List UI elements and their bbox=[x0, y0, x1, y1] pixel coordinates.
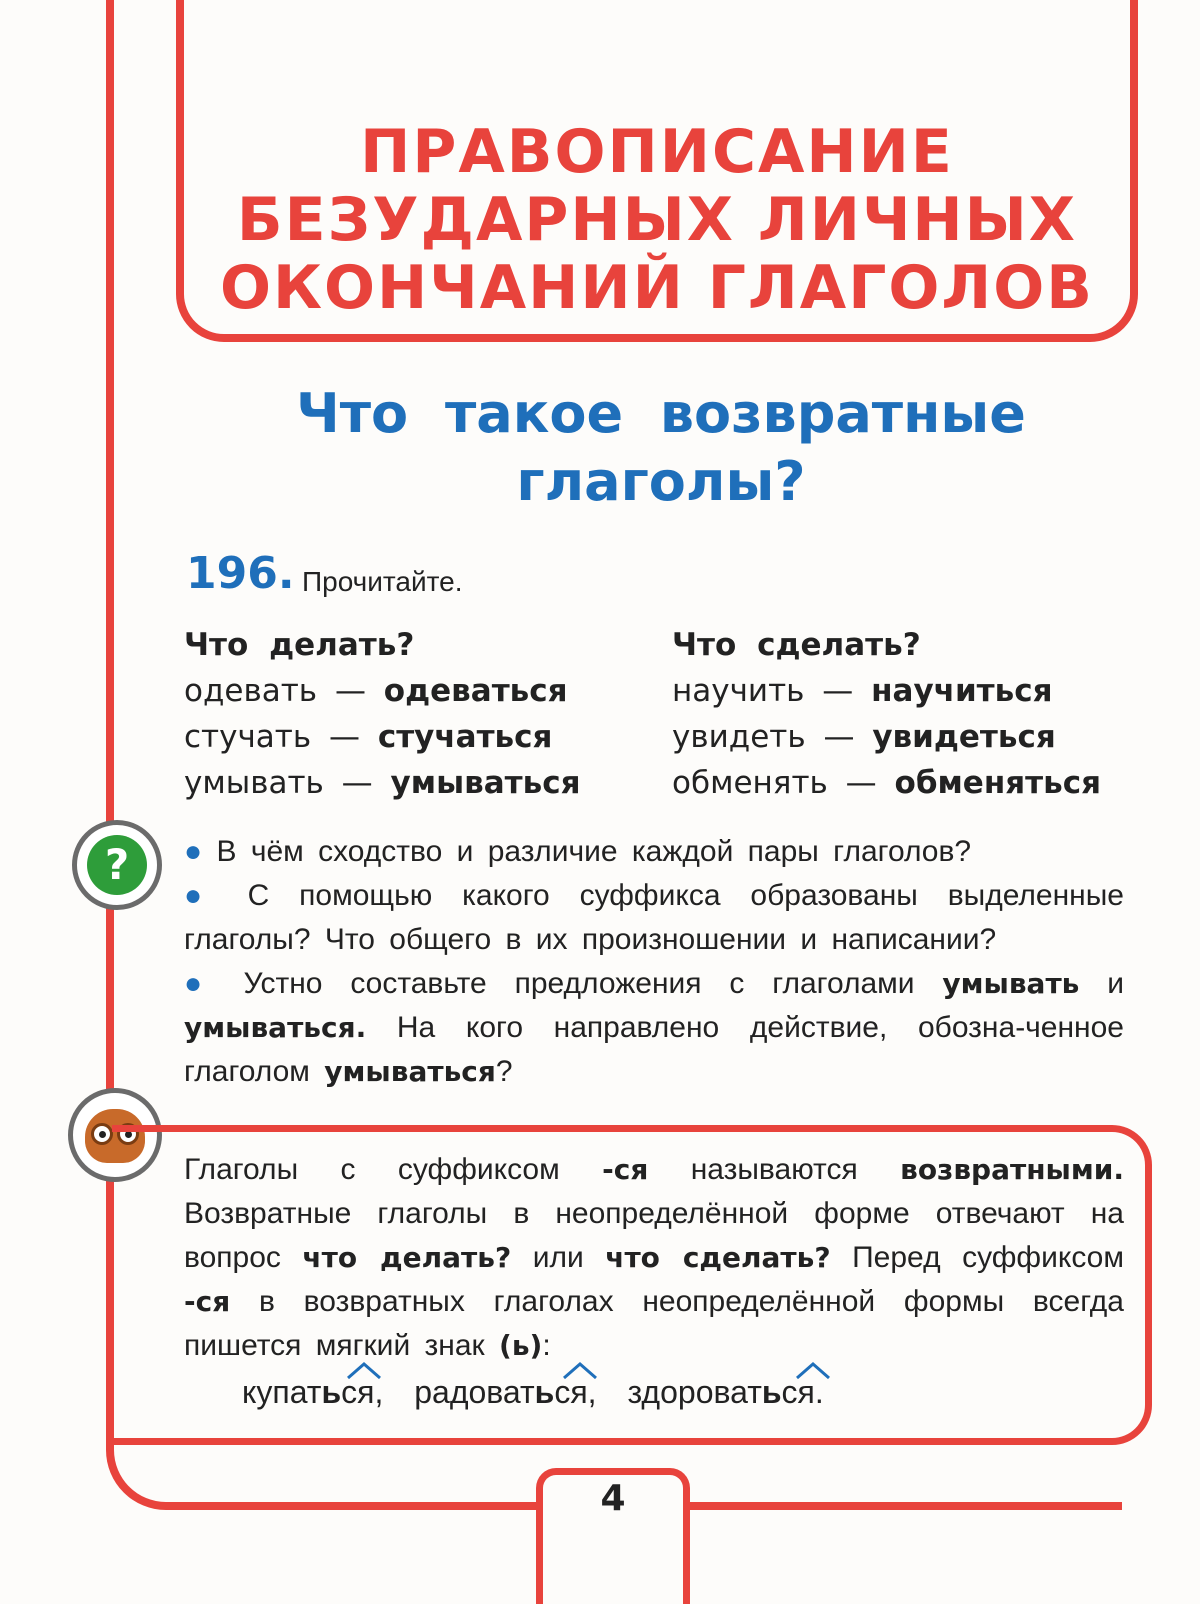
verb-pair bbox=[672, 668, 1101, 714]
verb-plain: одевать bbox=[184, 673, 318, 709]
exercise-instruction: Прочитайте. bbox=[302, 566, 463, 597]
verb-reflexive: научиться bbox=[871, 673, 1053, 709]
questions-block bbox=[184, 830, 1124, 1094]
verb-pair bbox=[672, 760, 1101, 806]
verb-reflexive: увидеться bbox=[872, 719, 1056, 755]
rule-text: Глаголы с суффиксом -ся называются возвратными. Возвратные глаголы в неопределённой форме отвечают на вопрос что делать? или что сделать? Перед суффиксом -ся в возвратных глаголах неопределённой формы всегда пишется мягкий знак (ь): bbox=[184, 1153, 1125, 1362]
suffix-arc-icon bbox=[344, 1360, 384, 1380]
verb-reflexive: умываться bbox=[390, 765, 581, 801]
verb-plain: умывать bbox=[184, 765, 324, 801]
dash: — bbox=[334, 673, 366, 709]
verb-reflexive: одеваться bbox=[383, 673, 568, 709]
bullet-icon: ● bbox=[184, 835, 203, 868]
rule-frame-top bbox=[150, 1125, 170, 1132]
bullet-icon: ● bbox=[184, 879, 218, 912]
bottom-line-right bbox=[690, 1502, 1122, 1510]
verb-reflexive: обменяться bbox=[894, 765, 1101, 801]
subtitle-line-2: глаголы? bbox=[516, 450, 806, 513]
verb-column-right bbox=[672, 622, 1101, 806]
verb-pair bbox=[184, 714, 581, 760]
suffix-mark: ся bbox=[341, 1374, 375, 1410]
verb-plain: обменять bbox=[672, 765, 828, 801]
dash: — bbox=[328, 719, 360, 755]
exercise-number: 196. bbox=[186, 548, 295, 599]
verb-plain: увидеть bbox=[672, 719, 806, 755]
dash: — bbox=[341, 765, 373, 801]
dash: — bbox=[822, 673, 854, 709]
suffix-mark: ся bbox=[554, 1374, 588, 1410]
lesson-subtitle bbox=[180, 380, 1142, 516]
title-line-3: ОКОНЧАНИЙ ГЛАГОЛОВ bbox=[219, 253, 1095, 323]
verb-reflexive: стучаться bbox=[377, 719, 553, 755]
question-1: ● В чём сходство и различие каждой пары глаголов? bbox=[184, 835, 972, 868]
bottom-line-left bbox=[180, 1502, 540, 1510]
page-title bbox=[176, 118, 1138, 322]
verb-plain: научить bbox=[672, 673, 805, 709]
suffix-arc-icon bbox=[793, 1360, 833, 1380]
page-number: 4 bbox=[600, 1478, 626, 1519]
verb-pair bbox=[672, 714, 1101, 760]
suffix-arc-icon bbox=[560, 1360, 600, 1380]
verb-pair bbox=[184, 760, 581, 806]
example-word: купаться, bbox=[242, 1374, 383, 1411]
suffix-mark: ся bbox=[781, 1374, 815, 1410]
question-3: ● Устно составьте предложения с глаголами умывать и умываться. На кого направлено действие, обозна-ченное глаголом умываться? bbox=[184, 967, 1124, 1088]
verb-plain: стучать bbox=[184, 719, 312, 755]
examples-line bbox=[242, 1374, 846, 1411]
title-line-1: ПРАВОПИСАНИЕ bbox=[360, 117, 954, 187]
owl-eye-left bbox=[91, 1123, 113, 1145]
dash: — bbox=[845, 765, 877, 801]
example-word: здороваться. bbox=[627, 1374, 823, 1411]
question-mark-glyph: ? bbox=[87, 835, 147, 895]
subtitle-line-1: Что такое возвратные bbox=[296, 382, 1026, 445]
question-speech-icon bbox=[72, 820, 162, 910]
bullet-icon: ● bbox=[184, 967, 216, 1000]
verb-column-left bbox=[184, 622, 581, 806]
example-word: радоваться, bbox=[414, 1374, 596, 1411]
column-heading: Что сделать? bbox=[672, 627, 921, 663]
dash: — bbox=[823, 719, 855, 755]
verb-pair bbox=[184, 668, 581, 714]
title-line-2: БЕЗУДАРНЫХ ЛИЧНЫХ bbox=[236, 185, 1078, 255]
column-heading: Что делать? bbox=[184, 627, 415, 663]
question-2: ● С помощью какого суффикса образованы выделенные глаголы? Что общего в их произношении и написании? bbox=[184, 879, 1124, 956]
